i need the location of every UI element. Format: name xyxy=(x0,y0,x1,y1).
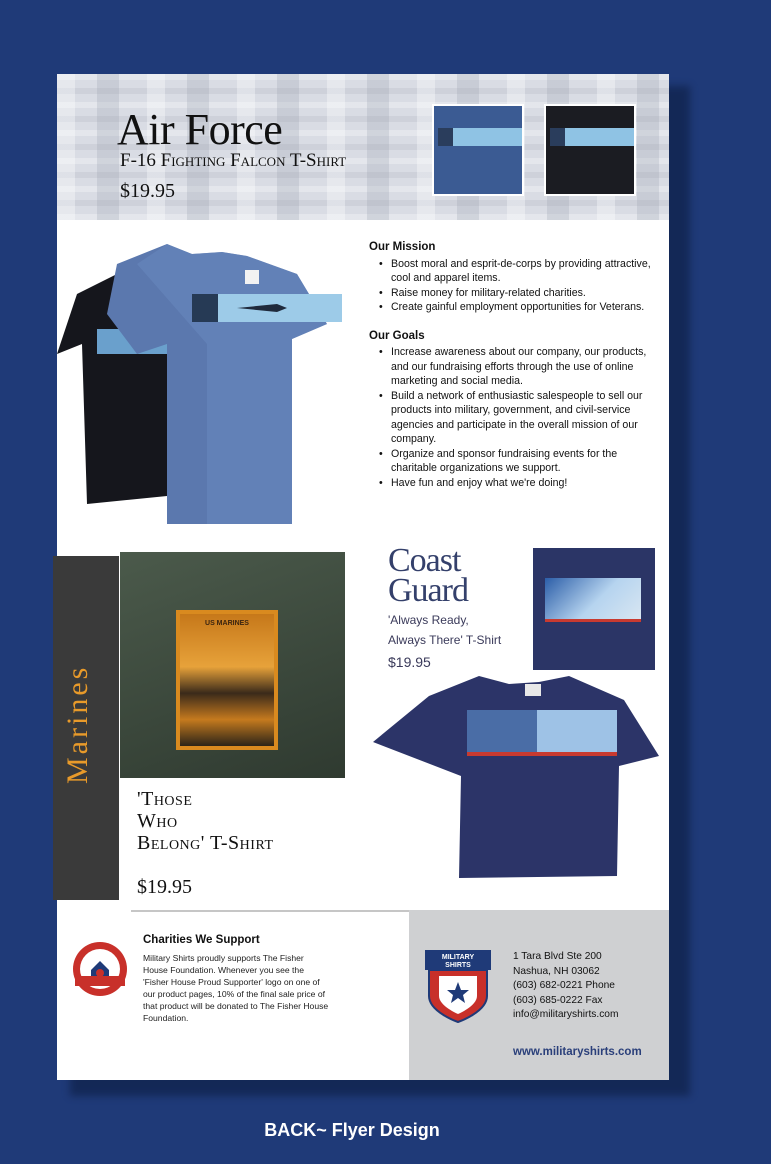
marines-caption-line: Belong' T-Shirt xyxy=(137,832,274,854)
mission-list xyxy=(369,257,659,315)
military-shirts-logo xyxy=(425,950,491,1024)
contact-box xyxy=(409,910,669,1080)
coast-guard-shirt-thumb xyxy=(533,548,655,670)
air-force-subtitle: F-16 Fighting Falcon T-Shirt xyxy=(120,150,347,171)
marines-label: Marines xyxy=(61,664,94,784)
coast-guard-title-line: Guard xyxy=(388,572,468,609)
mission-heading: Our Mission xyxy=(369,241,436,253)
air-force-title: Air Force xyxy=(117,105,283,154)
svg-text:SHIRTS: SHIRTS xyxy=(445,962,471,969)
address-line: Nashua, NH 03062 xyxy=(513,965,600,977)
email-address[interactable]: info@militaryshirts.com xyxy=(513,1009,619,1021)
coast-guard-price: $19.95 xyxy=(388,654,431,670)
charities-heading: Charities We Support xyxy=(143,934,260,946)
marines-poster-graphic xyxy=(176,610,278,750)
coast-guard-subtitle xyxy=(388,610,501,650)
fisher-house-logo xyxy=(71,940,129,998)
coast-guard-subtitle-line: 'Always Ready, xyxy=(388,613,469,627)
goal-item: • Build a network of enthusiastic salespeople to sell our products into military, government, and civil-service agencies and participate in the overall mission of our company. xyxy=(379,389,659,447)
coast-guard-title xyxy=(388,542,468,609)
charity-divider xyxy=(131,910,409,912)
air-force-blue-shirt-thumb xyxy=(432,104,524,196)
marines-caption-line: 'Those xyxy=(137,788,193,810)
marines-shirt-photo xyxy=(120,552,345,778)
goal-item: • Have fun and enjoy what we're doing! xyxy=(379,476,659,491)
mission-item: • Raise money for military-related charities. xyxy=(379,286,659,301)
air-force-price: $19.95 xyxy=(120,180,175,202)
flyer-caption: BACK~ Flyer Design xyxy=(264,1120,440,1140)
flyer-page xyxy=(57,74,669,1080)
website-url[interactable]: www.militaryshirts.com xyxy=(513,1046,642,1058)
coast-guard-shirt-image xyxy=(369,666,669,886)
mission-item: • Boost moral and esprit-de-corps by providing attractive, cool and apparel items. xyxy=(379,257,659,286)
air-force-black-shirt-thumb xyxy=(544,104,636,196)
air-force-shirts-image xyxy=(57,234,357,534)
address-line: 1 Tara Blvd Ste 200 xyxy=(513,951,602,962)
contact-address xyxy=(513,950,618,1023)
goals-heading: Our Goals xyxy=(369,329,425,342)
svg-text:MILITARY: MILITARY xyxy=(441,954,475,961)
marines-caption-line: Who xyxy=(137,810,178,832)
marines-poster-text: US MARINES xyxy=(205,620,249,627)
goals-list xyxy=(369,345,659,490)
mission-item: • Create gainful employment opportunities for Veterans. xyxy=(379,300,659,315)
goal-item: • Organize and sponsor fundraising events for the charitable organizations we support. xyxy=(379,447,659,476)
goal-item: • Increase awareness about our company, our products, and our fundraising efforts through the use of online marketing and social media. xyxy=(379,345,659,389)
charities-text: Military Shirts proudly supports The Fisher House Foundation. Whenever you see the 'Fisher House Proud Supporter' logo on one of our product pages, 10% of the final sale price of that product will be donated to The Fisher House Foundation. xyxy=(143,953,329,1023)
coast-guard-subtitle-line: Always There' T-Shirt xyxy=(388,633,502,647)
air-force-header xyxy=(57,74,669,220)
mission-section xyxy=(369,240,659,504)
phone-number: (603) 682-0221 Phone xyxy=(513,980,615,992)
fax-number: (603) 685-0222 Fax xyxy=(513,994,603,1006)
marines-price: $19.95 xyxy=(137,876,192,898)
coast-guard-title-line: Coast xyxy=(388,542,461,579)
marines-caption xyxy=(137,788,274,854)
